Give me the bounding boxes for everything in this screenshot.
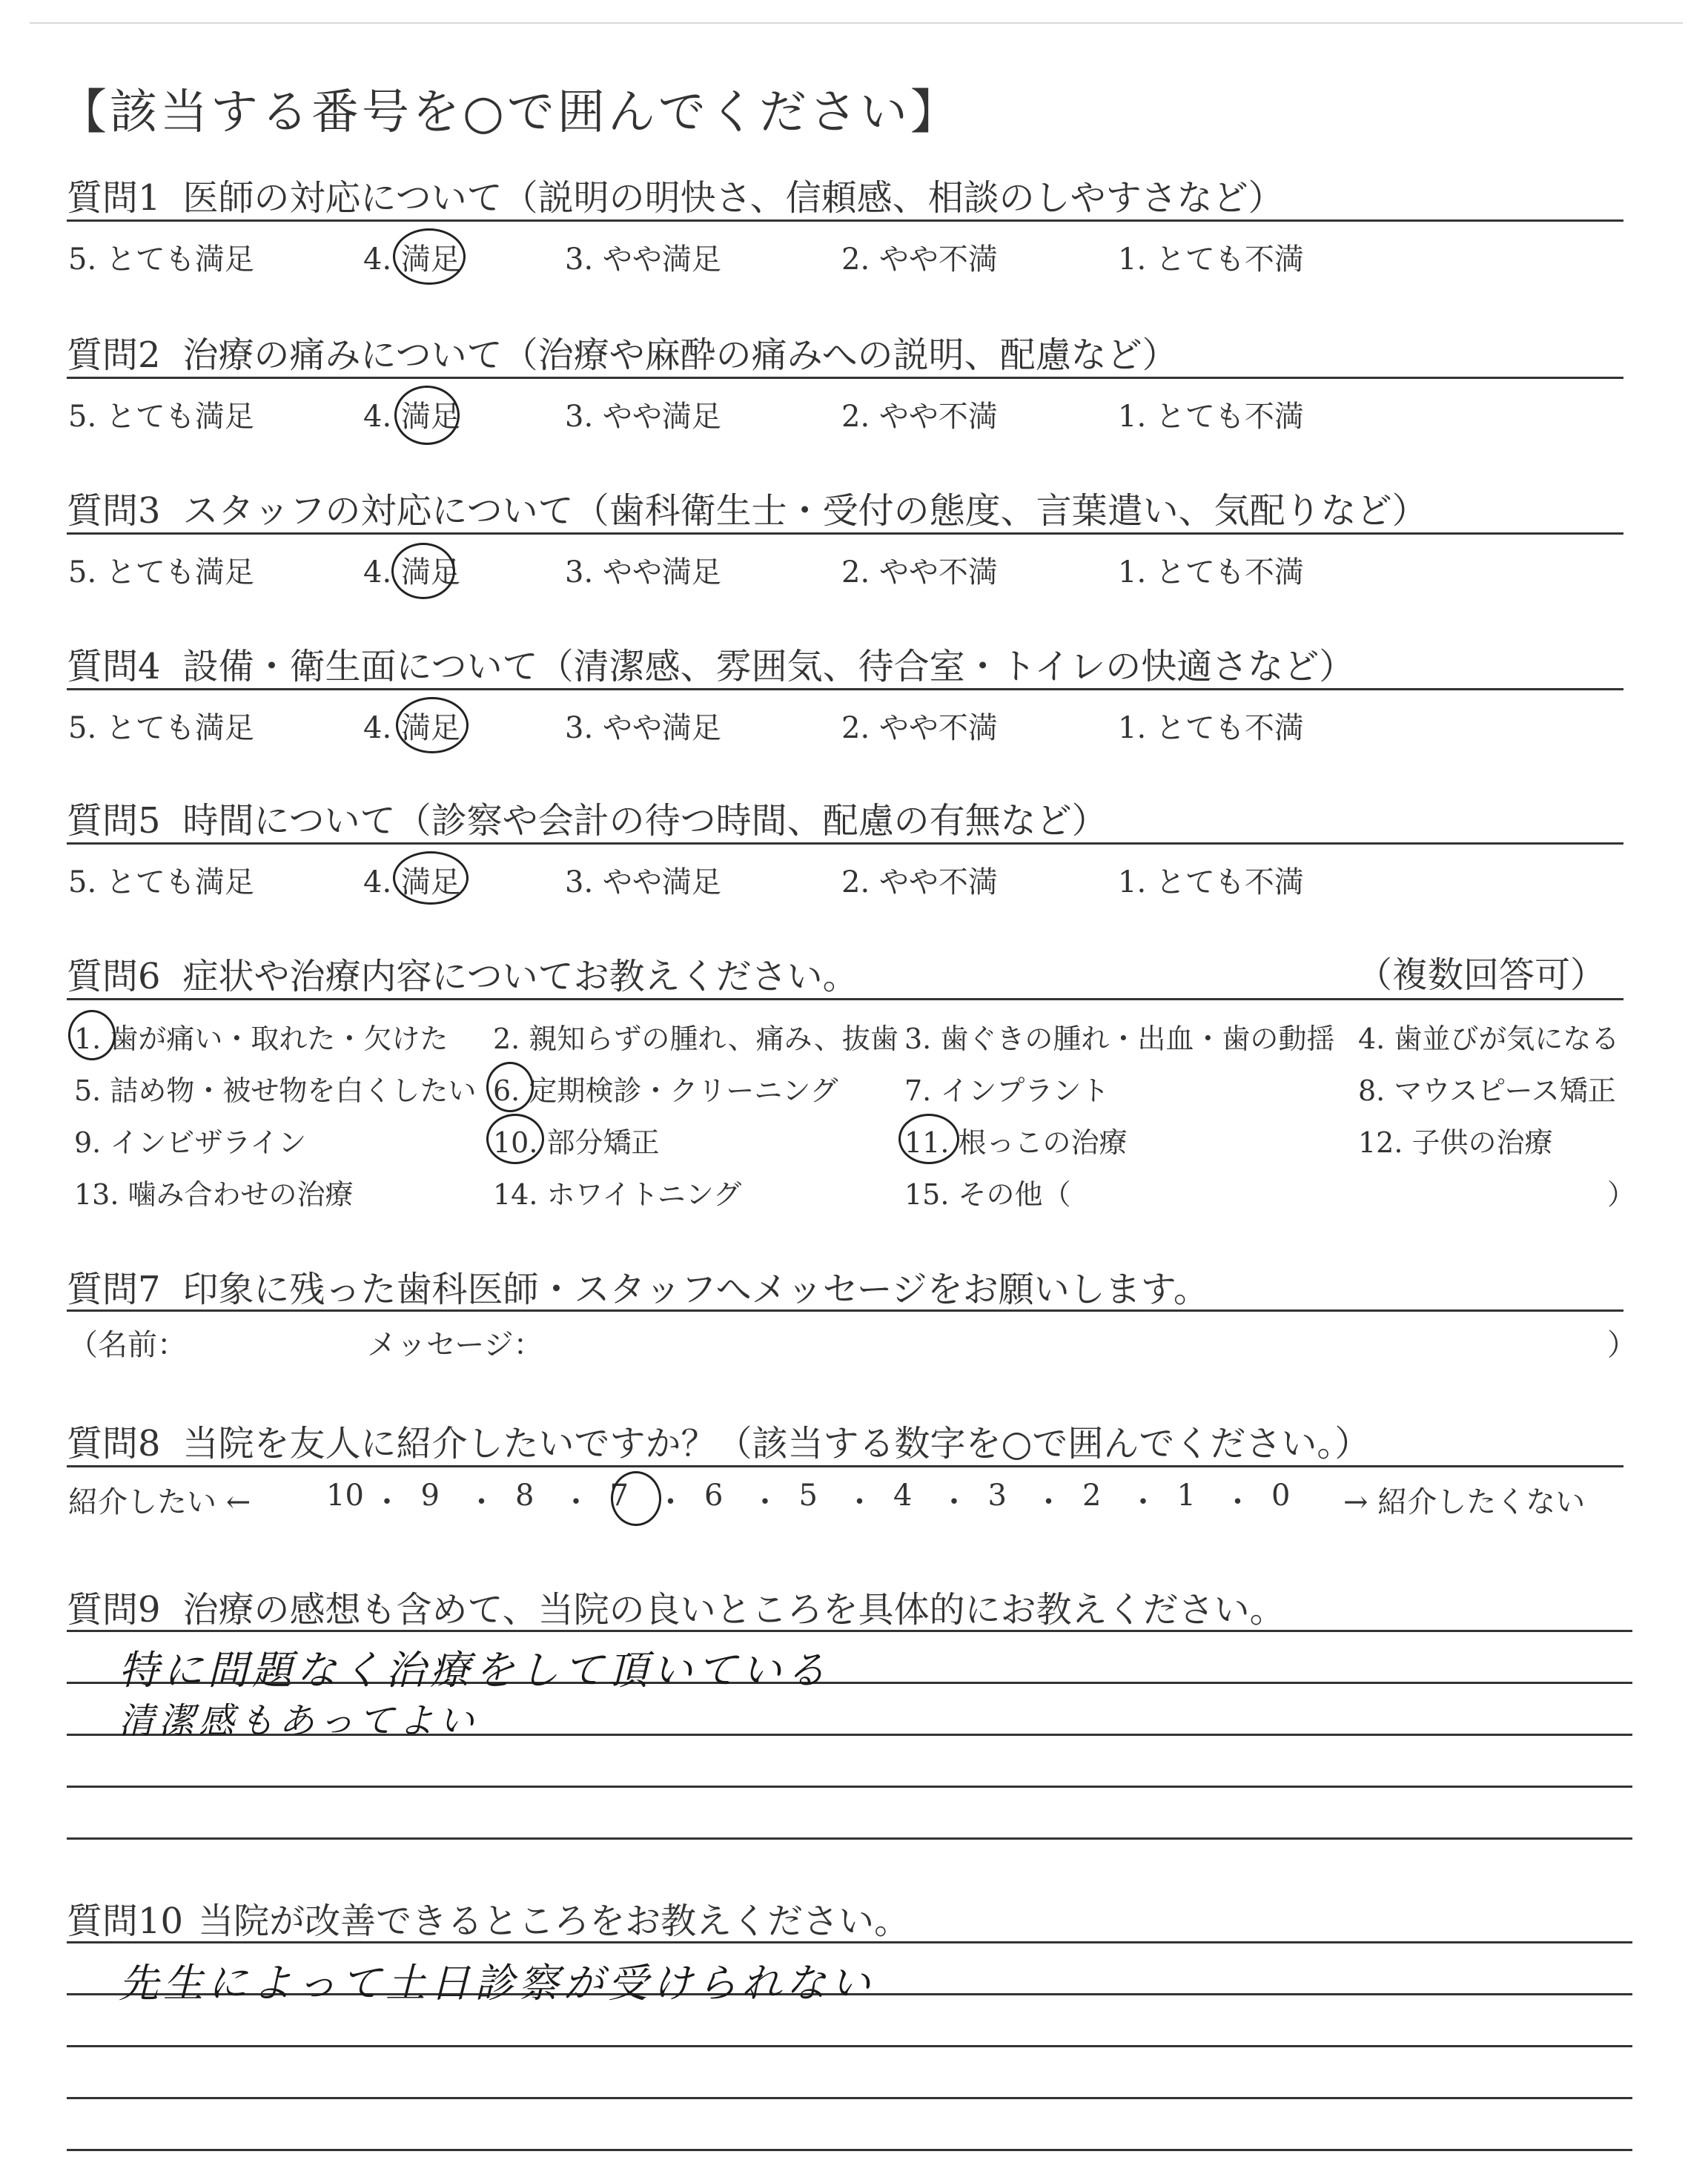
scale-separator: ・ xyxy=(1222,1485,1253,1519)
rating-option-5[interactable]: 5. とても満足 xyxy=(68,711,254,745)
question-text: 医師の対応について（説明の明快さ、信頼感、相談のしやすさなど） xyxy=(182,177,1284,219)
scale-separator: ・ xyxy=(466,1485,497,1519)
rating-option-2[interactable]: 2. やや不満 xyxy=(841,555,998,589)
symptom-option-14[interactable]: 14. ホワイトニング xyxy=(493,1178,742,1211)
question-rule xyxy=(67,998,1623,1000)
question-6 xyxy=(67,948,858,999)
symptom-option-3[interactable]: 3. 歯ぐきの腫れ・出血・歯の動揺 xyxy=(904,1023,1335,1055)
rating-option-5[interactable]: 5. とても満足 xyxy=(68,242,254,277)
rating-option-1[interactable]: 1. とても不満 xyxy=(1118,242,1304,277)
symptom-option-5[interactable]: 5. 詰め物・被せ物を白くしたい xyxy=(74,1074,477,1107)
question-number: 質問3 xyxy=(67,490,161,532)
recommend-right-label: → 紹介したくない xyxy=(1343,1485,1586,1519)
symptom-option-8[interactable]: 8. マウスピース矯正 xyxy=(1358,1074,1616,1107)
scale-separator: ・ xyxy=(655,1485,686,1519)
scale-separator: ・ xyxy=(844,1485,875,1519)
question-text: 当院が改善できるところをお教えください。 xyxy=(198,1900,910,1942)
question-rule xyxy=(67,842,1623,845)
question-1 xyxy=(67,169,1284,220)
rating-option-2[interactable]: 2. やや不満 xyxy=(841,865,998,899)
rating-option-1[interactable]: 1. とても不満 xyxy=(1118,555,1304,589)
question-3 xyxy=(67,482,1428,533)
question-number: 質問7 xyxy=(67,1269,161,1310)
answer-line xyxy=(67,2045,1632,2047)
rating-option-1[interactable]: 1. とても不満 xyxy=(1118,400,1304,434)
answer-line xyxy=(67,1941,1632,1943)
answer-circle-mark xyxy=(391,543,455,599)
rating-option-4[interactable]: 4. 満足 xyxy=(363,865,460,899)
multiple-answer-note: （複数回答可） xyxy=(1357,954,1606,996)
rating-option-4[interactable]: 4. 満足 xyxy=(363,711,460,745)
rating-option-4[interactable]: 4. 満足 xyxy=(363,555,460,589)
question-text: スタッフの対応について（歯科衛生士・受付の態度、言葉遣い、気配りなど） xyxy=(182,490,1428,532)
scale-number[interactable]: 5 xyxy=(798,1479,818,1513)
question-text: 治療の感想も含めて、当院の良いところを具体的にお教えください。 xyxy=(182,1589,1285,1631)
question-4 xyxy=(67,638,1354,689)
rating-option-4[interactable]: 4. 満足 xyxy=(363,400,460,434)
question-number: 質問9 xyxy=(67,1589,161,1631)
message-close-paren: ） xyxy=(1607,1328,1637,1362)
rating-option-1[interactable]: 1. とても不満 xyxy=(1118,865,1304,899)
answer-circle-mark xyxy=(396,697,469,753)
answer-line xyxy=(67,1837,1632,1840)
question-number: 質問8 xyxy=(67,1423,161,1464)
symptom-option-13[interactable]: 13. 噛み合わせの治療 xyxy=(74,1178,354,1211)
scale-separator: ・ xyxy=(1128,1485,1158,1519)
question-number: 質問6 xyxy=(67,956,161,997)
symptom-option-6[interactable]: 6. 定期検診・クリーニング xyxy=(493,1074,838,1107)
answer-circle-mark xyxy=(68,1010,116,1060)
scale-number[interactable]: 2 xyxy=(1082,1479,1102,1513)
scale-separator: ・ xyxy=(1033,1485,1064,1519)
question-number: 質問5 xyxy=(67,800,161,842)
rating-option-2[interactable]: 2. やや不満 xyxy=(841,242,998,277)
answer-circle-mark xyxy=(394,386,460,445)
recommend-left-label: 紹介したい ← xyxy=(68,1485,251,1519)
question-text: 症状や治療内容についてお教えください。 xyxy=(182,956,858,997)
handwritten-answer: 特に問題なく治療をして頂いている xyxy=(119,1647,830,1694)
scale-number[interactable]: 3 xyxy=(987,1479,1007,1513)
rating-option-3[interactable]: 3. やや満足 xyxy=(565,865,721,899)
scale-separator: ・ xyxy=(561,1485,591,1519)
scale-number[interactable]: 10 xyxy=(326,1479,364,1513)
handwritten-answer: 先生によって土日診察が受けられない xyxy=(119,1960,875,2007)
question-text: 設備・衛生面について（清潔感、雰囲気、待合室・トイレの快適さなど） xyxy=(182,646,1355,687)
answer-line xyxy=(67,1630,1632,1632)
rating-option-4[interactable]: 4. 満足 xyxy=(363,242,460,277)
question-5 xyxy=(67,792,1108,843)
rating-option-2[interactable]: 2. やや不満 xyxy=(841,711,998,745)
answer-circle-mark xyxy=(393,228,466,285)
question-rule xyxy=(67,1309,1623,1312)
question-number: 質問4 xyxy=(67,646,161,687)
answer-line xyxy=(67,2097,1632,2099)
symptom-option-2[interactable]: 2. 親知らずの腫れ、痛み、抜歯 xyxy=(493,1023,898,1055)
question-rule xyxy=(67,219,1623,222)
question-text: 印象に残った歯科医師・スタッフへメッセージをお願いします。 xyxy=(182,1269,1209,1310)
scale-number[interactable]: 7 xyxy=(609,1479,629,1513)
answer-circle-mark xyxy=(486,1114,544,1164)
answer-line xyxy=(67,2149,1632,2151)
answer-circle-mark xyxy=(486,1062,534,1112)
symptom-option-11[interactable]: 11. 根っこの治療 xyxy=(904,1126,1128,1159)
question-text: 当院を友人に紹介したいですか？（該当する数字を○で囲んでください。） xyxy=(182,1423,1371,1464)
question-text: 時間について（診察や会計の待つ時間、配慮の有無など） xyxy=(182,800,1108,842)
rating-option-1[interactable]: 1. とても不満 xyxy=(1118,711,1304,745)
scale-number[interactable]: 8 xyxy=(515,1479,534,1513)
scale-number[interactable]: 6 xyxy=(704,1479,724,1513)
scale-number[interactable]: 4 xyxy=(893,1479,913,1513)
symptom-option-15[interactable]: 15. その他（ xyxy=(904,1178,1071,1211)
answer-circle-mark xyxy=(393,851,469,905)
question-9 xyxy=(67,1581,1285,1632)
answer-line xyxy=(67,1786,1632,1788)
symptom-option-7[interactable]: 7. インプラント xyxy=(904,1074,1110,1107)
rating-option-3[interactable]: 3. やや満足 xyxy=(565,555,721,589)
rating-option-5[interactable]: 5. とても満足 xyxy=(68,400,254,434)
symptom-option-10[interactable]: 10. 部分矯正 xyxy=(493,1126,660,1159)
question-number: 質問1 xyxy=(67,177,161,219)
message-label: メッセージ： xyxy=(367,1328,543,1362)
top-border xyxy=(30,22,1683,24)
rating-option-3[interactable]: 3. やや満足 xyxy=(565,400,721,434)
symptom-option-9[interactable]: 9. インビザライン xyxy=(74,1126,307,1159)
question-8 xyxy=(67,1415,1370,1466)
scale-number[interactable]: 0 xyxy=(1271,1479,1291,1513)
question-rule xyxy=(67,688,1623,690)
answer-circle-mark xyxy=(611,1471,661,1526)
question-10 xyxy=(67,1892,910,1943)
rating-option-3[interactable]: 3. やや満足 xyxy=(565,711,721,745)
question-rule xyxy=(67,1465,1623,1467)
question-text: 治療の痛みについて（治療や麻酔の痛みへの説明、配慮など） xyxy=(182,334,1178,376)
question-rule xyxy=(67,532,1623,535)
scale-number[interactable]: 1 xyxy=(1176,1479,1196,1513)
name-label: （名前： xyxy=(68,1328,187,1362)
symptom-option-4[interactable]: 4. 歯並びが気になる xyxy=(1358,1023,1620,1055)
page-title: 【該当する番号を○で囲んでください】 xyxy=(59,85,961,140)
question-7 xyxy=(67,1261,1209,1312)
symptom-option-12[interactable]: 12. 子供の治療 xyxy=(1358,1126,1553,1159)
answer-circle-mark xyxy=(898,1114,959,1164)
scale-separator: ・ xyxy=(750,1485,780,1519)
scale-number[interactable]: 9 xyxy=(420,1479,440,1513)
question-number: 質問10 xyxy=(67,1900,184,1942)
rating-option-5[interactable]: 5. とても満足 xyxy=(68,865,254,899)
rating-option-2[interactable]: 2. やや不満 xyxy=(841,400,998,434)
scale-separator: ・ xyxy=(372,1485,402,1519)
other-close-paren: ） xyxy=(1607,1178,1636,1211)
question-2 xyxy=(67,326,1178,377)
rating-option-5[interactable]: 5. とても満足 xyxy=(68,555,254,589)
handwritten-answer: 清潔感もあってよい xyxy=(119,1700,479,1742)
question-rule xyxy=(67,377,1623,379)
rating-option-3[interactable]: 3. やや満足 xyxy=(565,242,721,277)
scale-separator: ・ xyxy=(939,1485,969,1519)
question-number: 質問2 xyxy=(67,334,161,376)
symptom-option-1[interactable]: 1. 歯が痛い・取れた・欠けた xyxy=(74,1023,448,1055)
